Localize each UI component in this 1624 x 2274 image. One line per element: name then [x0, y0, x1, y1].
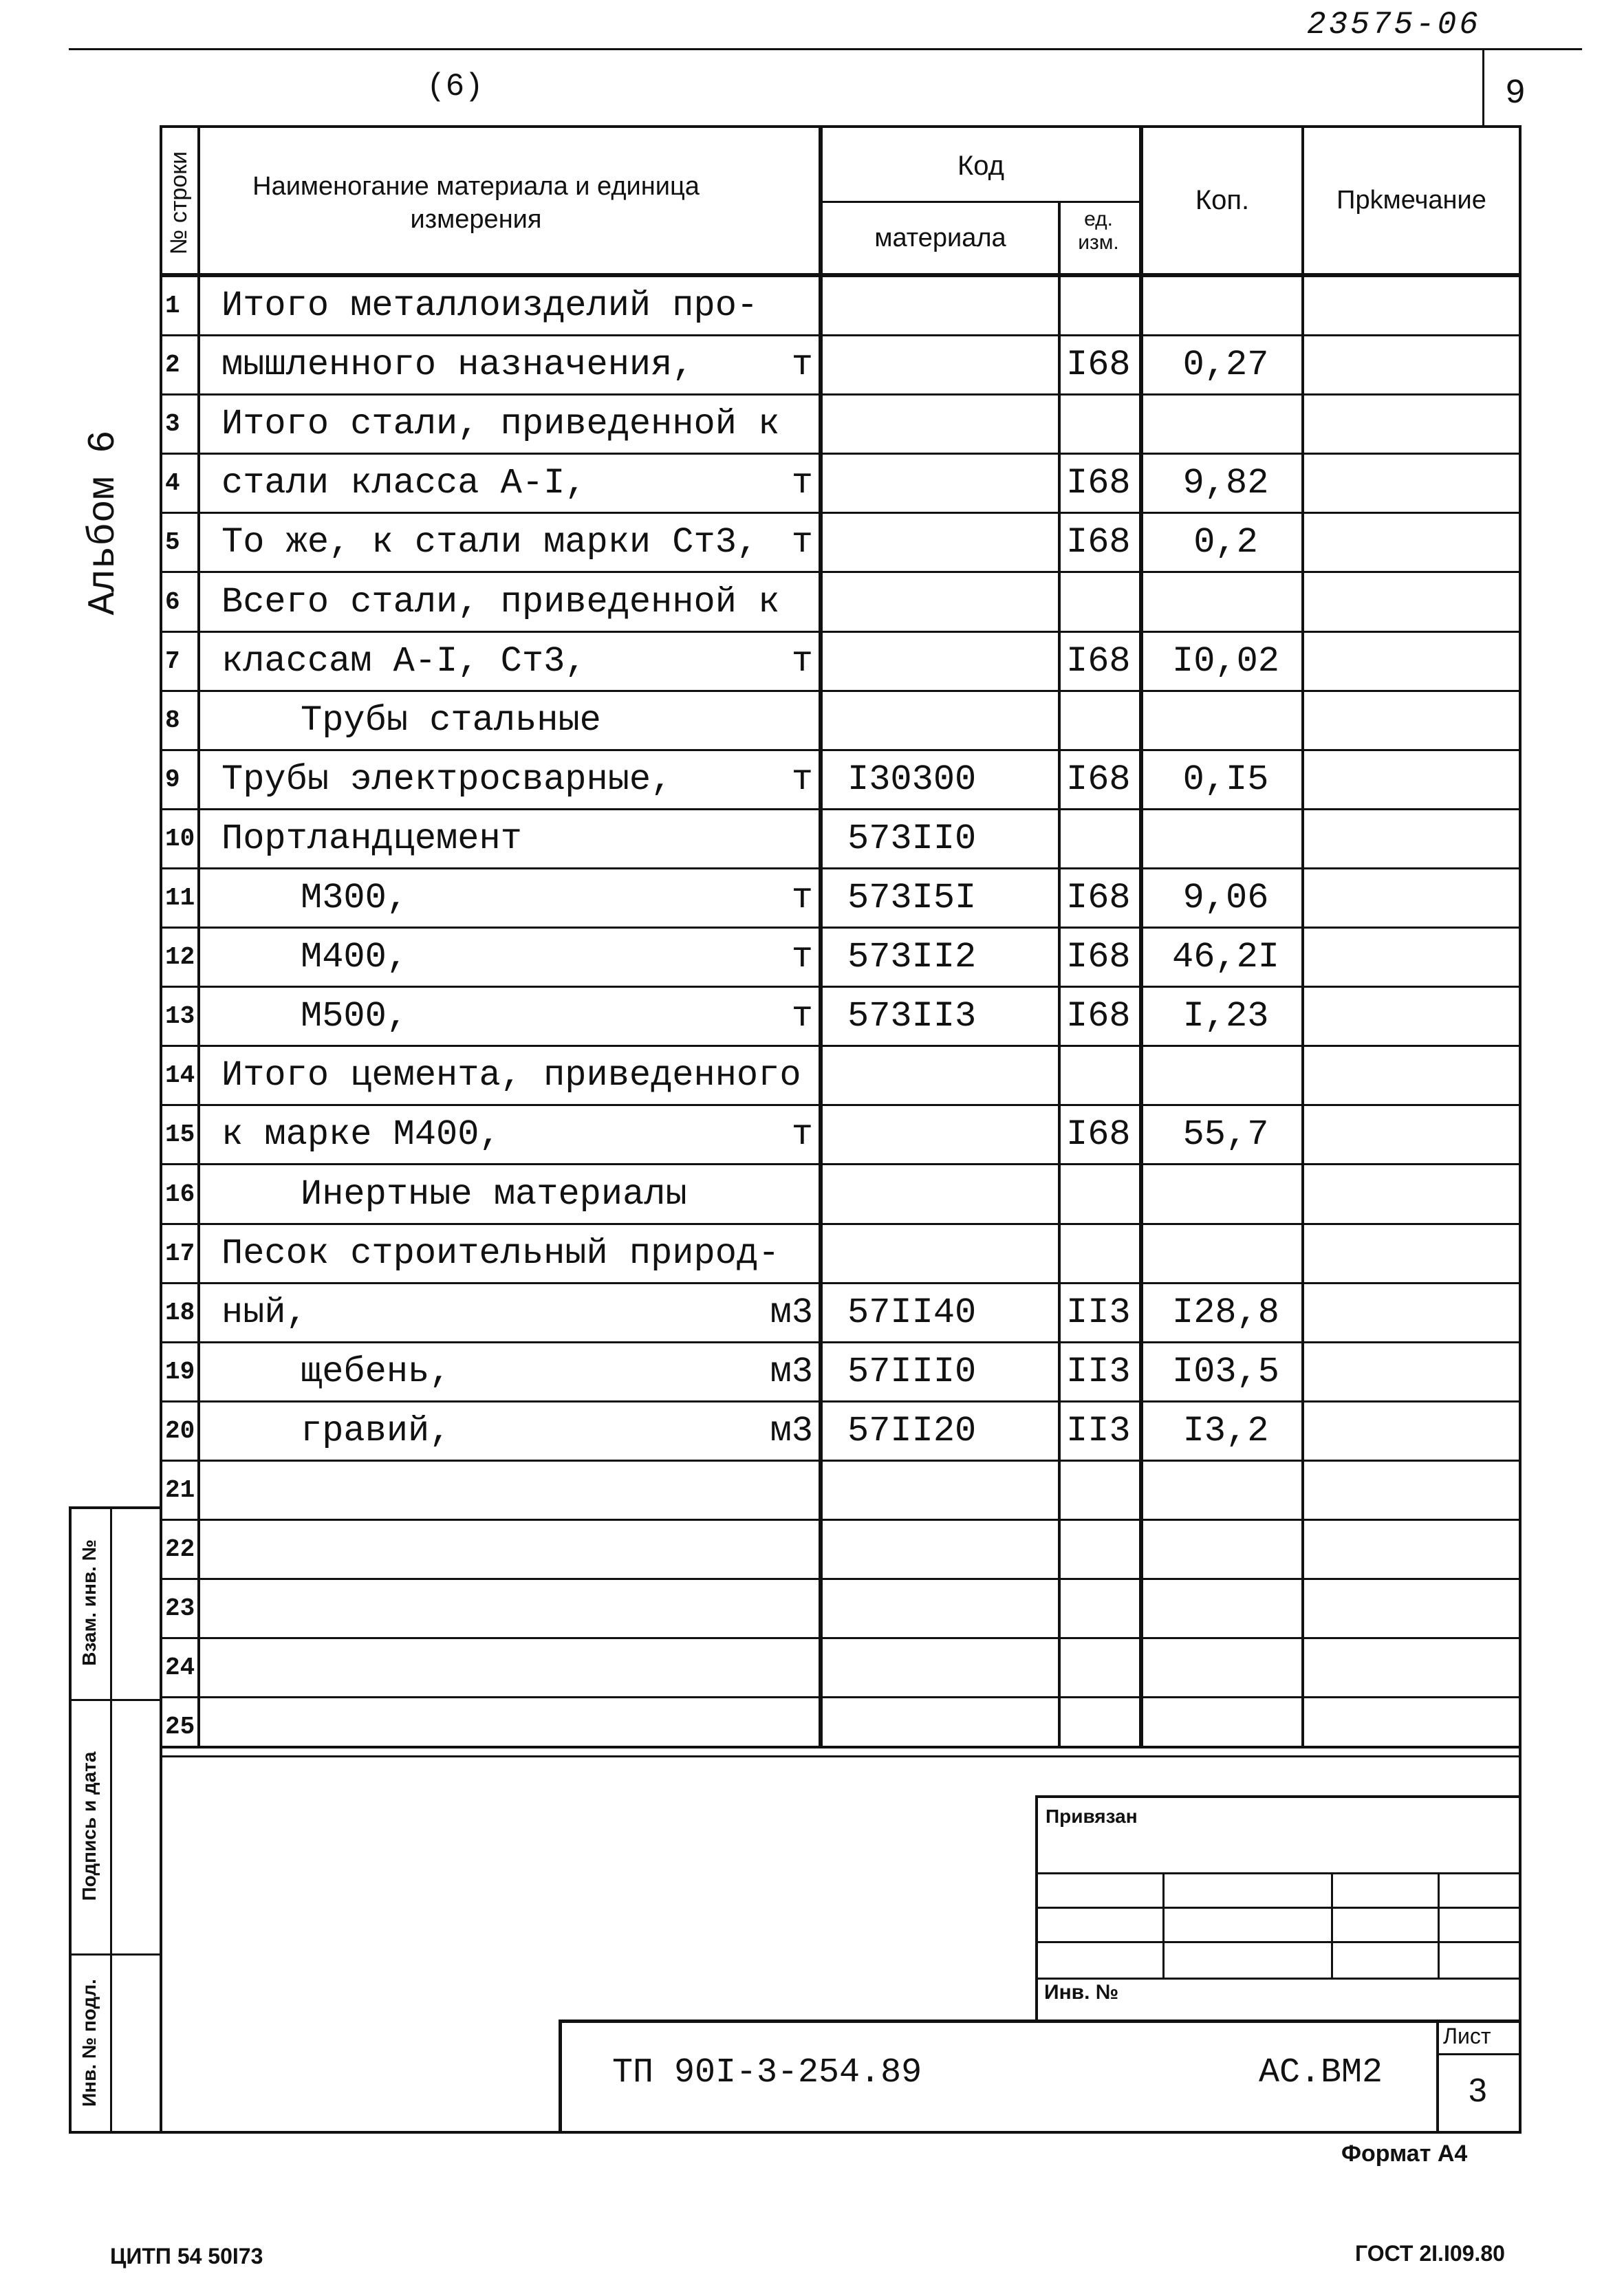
stamp-list-label: Лист — [1443, 2024, 1491, 2048]
table-row — [160, 1047, 1522, 1106]
header-row-number: № строки — [166, 151, 192, 255]
quantity: 9,06 — [1182, 878, 1269, 918]
footer-left-code: ЦИТП 54 50I73 — [110, 2244, 263, 2268]
row-number: 25 — [165, 1713, 195, 1742]
header-quantity: Коп. — [1195, 185, 1250, 215]
sheet-corner-number: 9 — [1505, 74, 1526, 113]
row-number: 24 — [165, 1654, 195, 1682]
unit-code: I68 — [1066, 1114, 1131, 1156]
unit: т — [791, 878, 813, 918]
unit-code: I68 — [1066, 522, 1131, 563]
material-name: Итого цемента, приведенного — [221, 1055, 801, 1096]
materials-table — [160, 125, 1522, 1748]
table-row — [160, 336, 1522, 396]
material-code: 57II20 — [847, 1410, 977, 1451]
material-name: Итого металлоизделий про- — [221, 285, 759, 326]
unit-code: II3 — [1066, 1410, 1131, 1451]
row-number: 18 — [165, 1298, 195, 1327]
table-row — [160, 1521, 1522, 1580]
row-number: 3 — [165, 410, 180, 439]
row-number: 17 — [165, 1239, 195, 1268]
quantity: I3,2 — [1182, 1410, 1269, 1451]
material-name: мышленного назначения, — [221, 345, 694, 386]
row-number: 19 — [165, 1357, 195, 1386]
material-code: 57III0 — [847, 1351, 977, 1392]
material-name: Всего стали, приведенной к — [221, 581, 780, 622]
row-number: 4 — [165, 469, 180, 498]
material-name: Портландцемент — [221, 818, 522, 859]
unit-code: I68 — [1066, 937, 1131, 978]
row-number: 22 — [165, 1535, 195, 1564]
row-number: 10 — [165, 824, 195, 853]
table-row — [160, 988, 1522, 1047]
material-name: Песок строительный природ- — [221, 1233, 780, 1274]
table-row — [160, 869, 1522, 929]
row-number: 21 — [165, 1476, 195, 1504]
quantity: I0,02 — [1171, 640, 1280, 682]
unit: м3 — [770, 1292, 813, 1333]
header-note: Прkмечание — [1336, 186, 1486, 215]
unit-code: II3 — [1066, 1292, 1131, 1333]
quantity: 0,I5 — [1182, 759, 1269, 800]
material-name: М300, — [301, 878, 409, 918]
material-code: 573II2 — [847, 937, 977, 978]
material-code: 573II0 — [847, 818, 977, 859]
material-name: к марке М400, — [221, 1114, 501, 1156]
material-name: гравий, — [301, 1410, 451, 1451]
row-number: 16 — [165, 1180, 195, 1209]
table-row — [160, 574, 1522, 633]
material-name: ный, — [221, 1292, 307, 1333]
header-code-unit: ед. изм. — [1078, 208, 1119, 254]
stamp-project-code: ТП 90I-3-254.89 — [612, 2053, 922, 2092]
material-name: Трубы стальные — [301, 700, 601, 741]
unit-code: II3 — [1066, 1351, 1131, 1392]
table-row — [160, 1462, 1522, 1521]
quantity: 46,2I — [1171, 937, 1280, 978]
row-number: 12 — [165, 943, 195, 972]
table-row — [160, 455, 1522, 514]
table-row — [160, 633, 1522, 692]
row-number: 20 — [165, 1416, 195, 1445]
row-number: 13 — [165, 1002, 195, 1031]
unit: т — [791, 522, 813, 563]
table-row — [160, 810, 1522, 869]
row-number: 15 — [165, 1120, 195, 1149]
unit: т — [791, 759, 813, 800]
material-name: Итого стали, приведенной к — [221, 404, 780, 445]
table-row — [160, 929, 1522, 988]
material-name: Трубы электросварные, — [221, 759, 673, 800]
table-row — [160, 1580, 1522, 1639]
row-number: 23 — [165, 1594, 195, 1623]
page-marker: (6) — [426, 69, 484, 105]
unit: т — [791, 996, 813, 1037]
unit: м3 — [770, 1351, 813, 1392]
table-row — [160, 1166, 1522, 1225]
material-name: щебень, — [301, 1351, 451, 1392]
unit: т — [791, 640, 813, 682]
table-row — [160, 1106, 1522, 1165]
unit-code: I68 — [1066, 996, 1131, 1037]
header-code-material: материала — [874, 224, 1006, 252]
side-stamp-inv-original: Инв. № подл. — [78, 1979, 100, 2107]
header-material-name: Наименогание материала и единица измерения — [252, 172, 700, 234]
table-row — [160, 514, 1522, 573]
album-label: Альбом 6 — [81, 430, 125, 616]
side-stamp-vzam: Взам. инв. № — [78, 1539, 100, 1666]
unit: т — [791, 937, 813, 978]
row-number: 8 — [165, 706, 180, 735]
unit-code: I68 — [1066, 640, 1131, 682]
footer-right-standard: ГОСТ 2I.I09.80 — [1355, 2241, 1505, 2266]
table-row — [160, 1343, 1522, 1403]
stamp-inv-number: Инв. № — [1044, 1981, 1119, 2004]
row-number: 9 — [165, 765, 180, 794]
table-row — [160, 1639, 1522, 1698]
row-number: 14 — [165, 1061, 195, 1090]
material-name: М500, — [301, 996, 409, 1037]
row-number: 5 — [165, 528, 180, 557]
table-row — [160, 1284, 1522, 1343]
table-row — [160, 692, 1522, 751]
material-code: 573II3 — [847, 996, 977, 1037]
material-code: 57II40 — [847, 1292, 977, 1333]
table-row — [160, 1403, 1522, 1462]
row-number: 2 — [165, 351, 180, 380]
side-stamp-signature-date: Подпись и дата — [78, 1751, 100, 1901]
unit-code: I68 — [1066, 878, 1131, 918]
table-row — [160, 277, 1522, 336]
stamp-mark: АС.ВМ2 — [1259, 2053, 1383, 2092]
row-number: 1 — [165, 292, 180, 320]
material-name: М400, — [301, 937, 409, 978]
material-code: 573I5I — [847, 878, 977, 918]
table-row — [160, 396, 1522, 455]
unit: т — [791, 345, 813, 386]
header-code: Код — [957, 151, 1004, 181]
material-code: I30300 — [847, 759, 977, 800]
quantity: I,23 — [1182, 996, 1269, 1037]
unit: м3 — [770, 1410, 813, 1451]
quantity: 0,2 — [1193, 522, 1258, 563]
stamp-list-number: 3 — [1469, 2072, 1487, 2109]
material-name: классам А-I, Ст3, — [221, 640, 587, 682]
material-name: Инертные материалы — [301, 1173, 687, 1215]
unit: т — [791, 463, 813, 504]
quantity: I28,8 — [1171, 1292, 1280, 1333]
row-number: 6 — [165, 587, 180, 616]
table-row — [160, 1698, 1522, 1757]
table-row — [160, 1225, 1522, 1284]
unit-code: I68 — [1066, 345, 1131, 386]
table-row — [160, 751, 1522, 810]
quantity: 55,7 — [1182, 1114, 1269, 1156]
material-name: стали класса А-I, — [221, 463, 587, 504]
row-number: 11 — [165, 884, 195, 912]
unit: т — [791, 1114, 813, 1156]
document-code: 23575-06 — [1307, 7, 1481, 43]
unit-code: I68 — [1066, 463, 1131, 504]
quantity: 9,82 — [1182, 463, 1269, 504]
quantity: I03,5 — [1171, 1351, 1280, 1392]
material-name: То же, к стали марки Ст3, — [221, 522, 759, 563]
quantity: 0,27 — [1182, 345, 1269, 386]
stamp-privyazan: Привязан — [1046, 1806, 1138, 1827]
unit-code: I68 — [1066, 759, 1131, 800]
format-label: Формат А4 — [1341, 2141, 1468, 2167]
row-number: 7 — [165, 647, 180, 675]
